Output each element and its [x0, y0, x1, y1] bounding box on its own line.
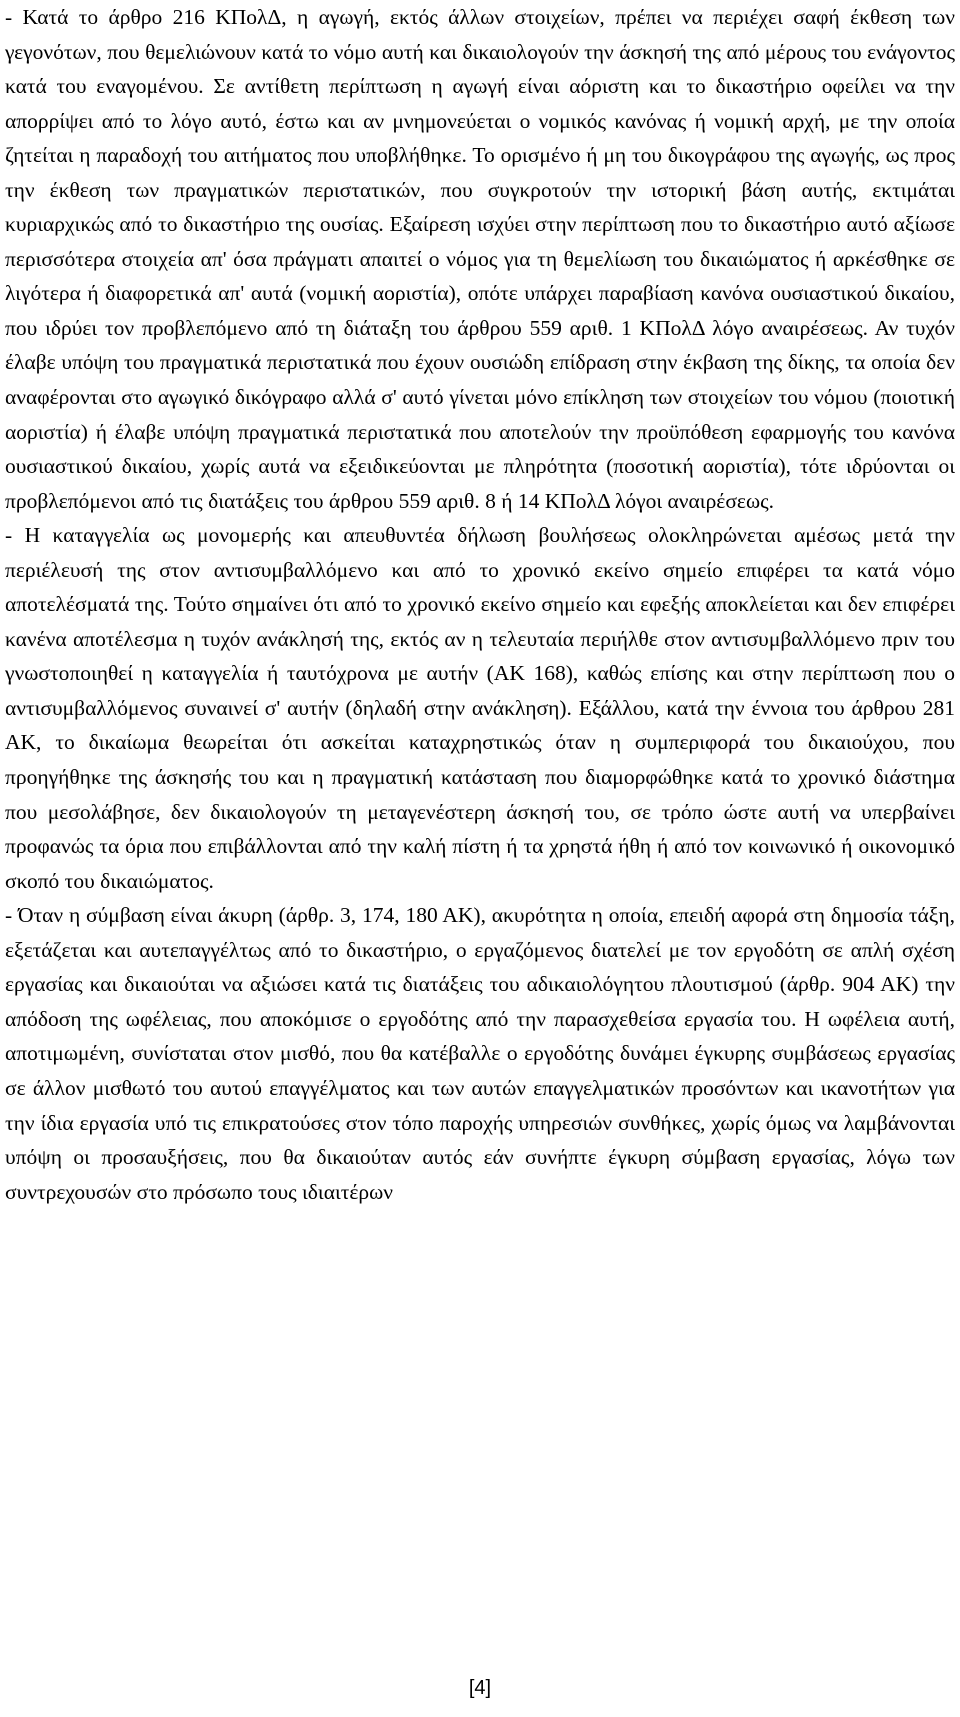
paragraph-1: - Κατά το άρθρο 216 ΚΠολΔ, η αγωγή, εκτός άλλων στοιχείων, πρέπει να περιέχει σαφή έκθεση των γεγονότων, που θεμελιώνουν κατά το νόμο αυτή και δικαιολογούν την άσκησή της από μέρους του ενάγοντος κατά του εναγομένου. Σε αντίθετη περίπτωση η αγωγή είναι αόριστη και το δικαστήριο οφείλει να την απορρίψει από το λόγο αυτό, έστω και αν μνημονεύεται ο νομικός κανόνας ή νομική αρχή, με την οποία ζητείται η παραδοχή του αιτήματος που υποβλήθηκε. Το ορισμένο ή μη του δικογράφου της αγωγής, ως προς την έκθεση των πραγματικών περιστατικών, που συγκροτούν την ιστορική βάση αυτής, εκτιμάται κυριαρχικώς από το δικαστήριο της ουσίας. Εξαίρεση ισχύει στην περίπτωση που το δικαστήριο αυτό αξίωσε περισσότερα στοιχεία απ' όσα πράγματι απαιτεί ο νόμος για τη θεμελίωση του δικαιώματος ή αρκέσθηκε σε λιγότερα ή διαφορετικά απ' αυτά (νομική αοριστία), οπότε υπάρχει παραβίαση κανόνα ουσιαστικού δικαίου, που ιδρύει τον προβλεπόμενο από τη διάταξη του άρθρου 559 αριθ. 1 ΚΠολΔ λόγο αναιρέσεως. Αν τυχόν έλαβε υπόψη του πραγματικά περιστατικά που έχουν ουσιώδη επίδραση στην έκβαση της δίκης, τα οποία δεν αναφέρονται στο αγωγικό δικόγραφο αλλά σ' αυτό γίνεται μόνο επίκληση των στοιχείων του νόμου (ποιοτική αοριστία) ή έλαβε υπόψη πραγματικά περιστατικά που αποτελούν την προϋπόθεση εφαρμογής του κανόνα ουσιαστικού δικαίου, χωρίς αυτά να εξειδικεύονται με πληρότητα (ποσοτική αοριστία), τότε ιδρύονται οι προβλεπόμενοι από τις διατάξεις του άρθρου 559 αριθ. 8 ή 14 ΚΠολΔ λόγοι αναιρέσεως. [5, 5, 955, 513]
page-number: [4] [468, 1677, 492, 1699]
paragraph-3: - Όταν η σύμβαση είναι άκυρη (άρθρ. 3, 174, 180 ΑΚ), ακυρότητα η οποία, επειδή αφορά στη δημοσία τάξη, εξετάζεται και αυτεπαγγέλτως από το δικαστήριο, ο εργαζόμενος διατελεί με τον εργοδότη σε απλή σχέση εργασίας και δικαιούται να αξιώσει κατά τις διατάξεις του αδικαιολόγητου πλουτισμού (άρθρ. 904 ΑΚ) την απόδοση της ωφέλειας, που αποκόμισε ο εργοδότης από την παρασχεθείσα εργασία του. Η ωφέλεια αυτή, αποτιμωμένη, συνίσταται στον μισθό, που θα κατέβαλλε ο εργοδότης δυνάμει έγκυρης συμβάσεως εργασίας σε άλλον μισθωτό του αυτού επαγγέλματος και των αυτών επαγγελματικών προσόντων και ικανοτήτων για την ίδια εργασία υπό τις επικρατούσες στον τόπο παροχής υπηρεσιών συνθήκες, χωρίς όμως να λαμβάνονται υπόψη οι προσαυξήσεις, που θα δικαιούταν αυτός εάν συνήπτε έγκυρη σύμβαση εργασίας, λόγω των συντρεχουσών στο πρόσωπο τους ιδιαιτέρων [5, 903, 955, 1204]
document-page [5, 0, 955, 1209]
paragraph-2: - Η καταγγελία ως μονομερής και απευθυντέα δήλωση βουλήσεως ολοκληρώνεται αμέσως μετά την περιέλευσή της στον αντισυμβαλλόμενο και από το χρονικό εκείνο σημείο επιφέρει τα κατά νόμο αποτελέσματά της. Τούτο σημαίνει ότι από το χρονικό εκείνο σημείο και εφεξής αποκλείεται και δεν επιφέρει κανένα αποτέλεσμα η τυχόν ανάκλησή της, εκτός αν η τελευταία περιήλθε στον αντισυμβαλλόμενο πριν του γνωστοποιηθεί η καταγγελία ή ταυτόχρονα με αυτήν (ΑΚ 168), καθώς επίσης και στην περίπτωση που ο αντισυμβαλλόμενος συναινεί σ' αυτήν (δηλαδή στην ανάκληση). Εξάλλου, κατά την έννοια του άρθρου 281 ΑΚ, το δικαίωμα θεωρείται ότι ασκείται καταχρηστικώς όταν η συμπεριφορά του δικαιούχου, που προηγήθηκε της άσκησής του και η πραγματική κατάσταση που διαμορφώθηκε κατά το χρονικό διάστημα που μεσολάβησε, δεν δικαιολογούν τη μεταγενέστερη άσκησή του, σε τρόπο ώστε αυτή να υπερβαίνει προφανώς τα όρια που επιβάλλονται από την καλή πίστη ή τα χρηστά ήθη ή από τον κοινωνικό ή οικονομικό σκοπό του δικαιώματος. [5, 523, 955, 893]
